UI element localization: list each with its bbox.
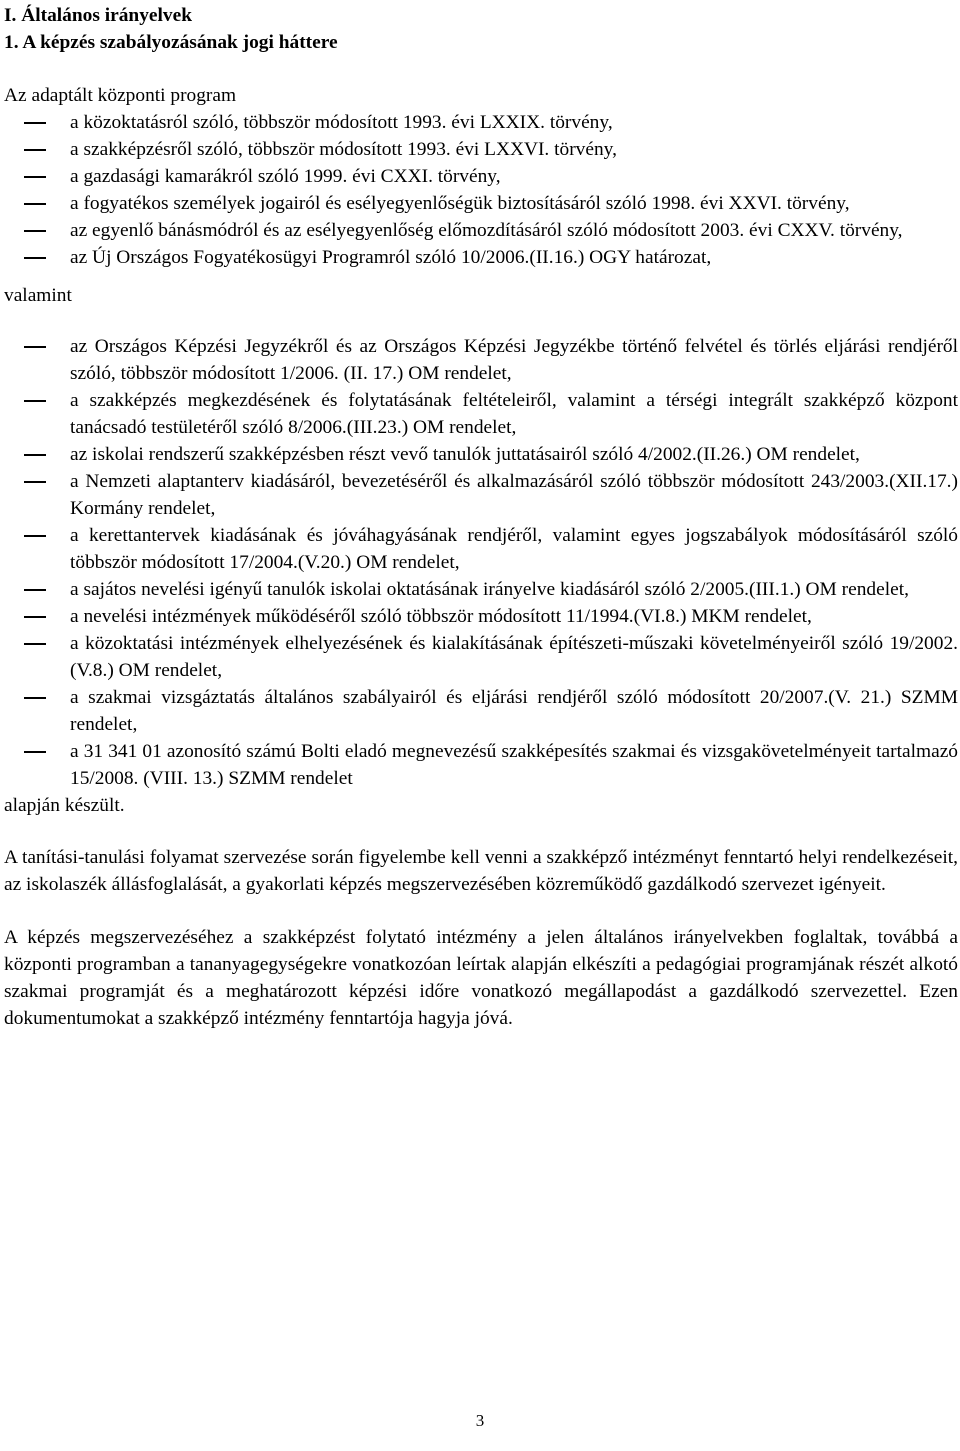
list-item: az Országos Képzési Jegyzékről és az Országos Képzési Jegyzékbe történő felvétel és törlés eljárási rendjéről szóló, többször módosított 1/2006. (II. 17.) OM rendelet, (4, 333, 958, 387)
list-item: a közoktatásról szóló, többször módosított 1993. évi LXXIX. törvény, (4, 109, 958, 136)
dash-bullet-icon (24, 230, 46, 232)
dash-bullet-icon (24, 149, 46, 151)
dash-bullet-icon (24, 535, 46, 537)
connector-text: valamint (4, 285, 72, 306)
intro-line: Az adaptált központi program (4, 85, 237, 106)
subsection-heading: 1. A képzés szabályozásának jogi háttere (4, 32, 338, 53)
dash-bullet-icon (24, 176, 46, 178)
list-item: az egyenlő bánásmódról és az esélyegyenlőség előmozdításáról szóló módosított 2003. évi CXXV. törvény, (4, 217, 958, 244)
dash-bullet-icon (24, 616, 46, 618)
list-item: a fogyatékos személyek jogairól és esélyegyenlőségük biztosításáról szóló 1998. évi XXVI. törvény, (4, 190, 958, 217)
list-item: a kerettantervek kiadásának és jóváhagyásának rendjéről, valamint egyes jogszabályok módosításáról szóló többször módosított 17/2004.(V.20.) OM rendelet, (4, 522, 958, 576)
list-item: az Új Országos Fogyatékosügyi Programról szóló 10/2006.(II.16.) OGY határozat, (4, 244, 958, 271)
page-number: 3 (475, 1411, 485, 1430)
list-item: a szakmai vizsgáztatás általános szabályairól és eljárási rendjéről szóló módosított 20/2007.(V. 21.) SZMM rendelet, (4, 684, 958, 738)
list-item: a sajátos nevelési igényű tanulók iskolai oktatásának irányelve kiadásáról szóló 2/2005.(III.1.) OM rendelet, (4, 576, 958, 603)
dash-bullet-icon (24, 122, 46, 124)
law-list-primary (4, 109, 958, 271)
closing-line: alapján készült. (4, 795, 125, 816)
list-item: a közoktatási intézmények elhelyezésének és kialakításának építészeti-műszaki követelményeiről szóló 19/2002.(V.8.) OM rendelet, (4, 630, 958, 684)
list-item: az iskolai rendszerű szakképzésben részt vevő tanulók juttatásairól szóló 4/2002.(II.26.) OM rendelet, (4, 441, 958, 468)
dash-bullet-icon (24, 454, 46, 456)
dash-bullet-icon (24, 697, 46, 699)
dash-bullet-icon (24, 203, 46, 205)
dash-bullet-icon (24, 400, 46, 402)
document-page (4, 2, 958, 1032)
law-list-secondary (4, 333, 958, 792)
dash-bullet-icon (24, 589, 46, 591)
body-paragraph: A tanítási-tanulási folyamat szervezése során figyelembe kell venni a szakképző intézményt fenntartó helyi rendelkezéseit, az iskolaszék állásfoglalását, a gyakorlati képzés megszervezésében közreműködő gazdálkodó szervezet igényeit. (4, 847, 958, 895)
list-item: a nevelési intézmények működéséről szóló többször módosított 11/1994.(VI.8.) MKM rendelet, (4, 603, 958, 630)
dash-bullet-icon (24, 643, 46, 645)
list-item: a Nemzeti alaptanterv kiadásáról, bevezetéséről és alkalmazásáról szóló többször módosított 243/2003.(XII.17.) Kormány rendelet, (4, 468, 958, 522)
dash-bullet-icon (24, 346, 46, 348)
list-item: a szakképzés megkezdésének és folytatásának feltételeiről, valamint a térségi integrált szakképző központ tanácsadó testületéről szóló 8/2006.(III.23.) OM rendelet, (4, 387, 958, 441)
dash-bullet-icon (24, 481, 46, 483)
section-heading: I. Általános irányelvek (4, 5, 192, 26)
list-item: a 31 341 01 azonosító számú Bolti eladó megnevezésű szakképesítés szakmai és vizsgakövetelményeit tartalmazó 15/2008. (VIII. 13.) SZMM rendelet (4, 738, 958, 792)
dash-bullet-icon (24, 257, 46, 259)
body-paragraph: A képzés megszervezéséhez a szakképzést folytató intézmény a jelen általános irányelvekben foglaltak, továbbá a központi programban a tananyagegységekre vonatkozóan leírtak alapján elkészíti a pedagógiai programjának részét alkotó szakmai programját és a meghatározott képzési időre vonatkozó megállapodást a gazdálkodó szervezettel. Ezen dokumentumokat a szakképző intézmény fenntartója hagyja jóvá. (4, 927, 958, 1029)
list-item: a szakképzésről szóló, többször módosított 1993. évi LXXVI. törvény, (4, 136, 958, 163)
dash-bullet-icon (24, 751, 46, 753)
list-item: a gazdasági kamarákról szóló 1999. évi CXXI. törvény, (4, 163, 958, 190)
